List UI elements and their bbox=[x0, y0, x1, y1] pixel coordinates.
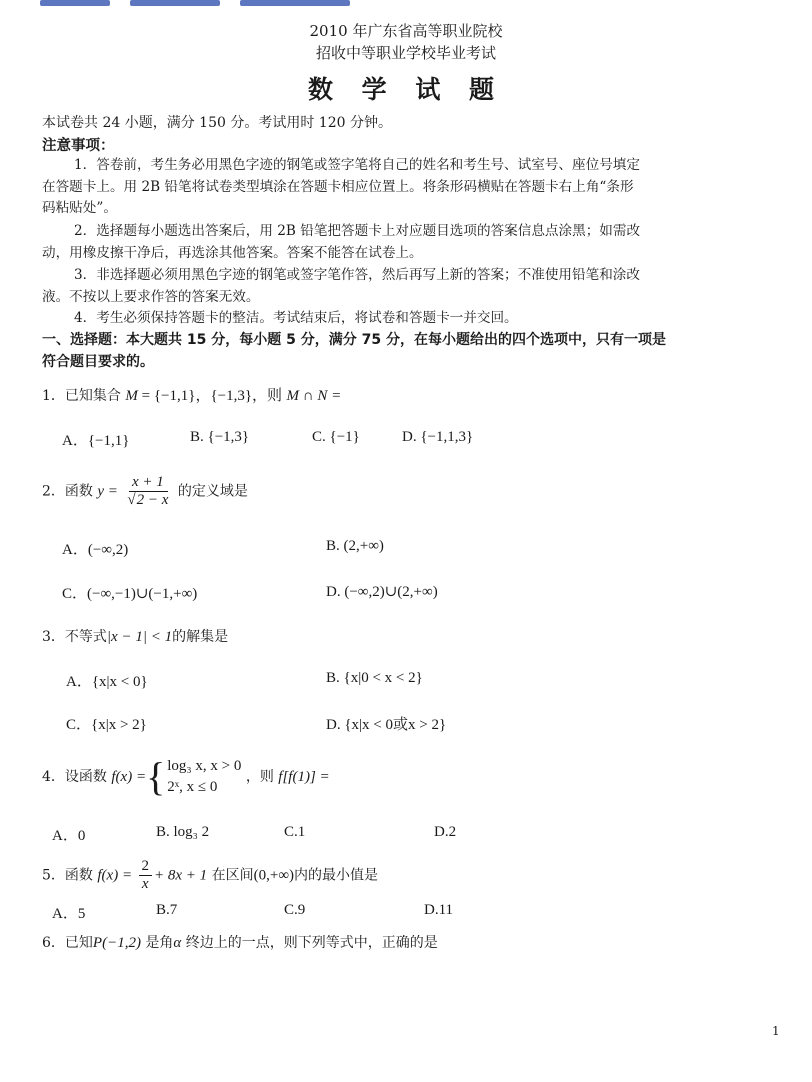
section-heading-line2: 符合题目要求的。 bbox=[42, 353, 154, 370]
q5-numerator: 2 bbox=[139, 858, 153, 876]
question-6 bbox=[42, 932, 438, 952]
q4-rhs: f[f(1)] = bbox=[278, 769, 330, 785]
question-4 bbox=[42, 756, 330, 798]
top-banner-fragment bbox=[0, 0, 360, 8]
q3-option-c[interactable]: C．{x|x > 2} bbox=[66, 717, 147, 733]
q6-mid: 是角 bbox=[145, 935, 174, 951]
q6-alpha: α bbox=[173, 935, 182, 951]
q2-suffix: 的定义域是 bbox=[177, 483, 248, 500]
notice-item-4 bbox=[42, 308, 782, 330]
notice-item-1-line1: 1．答卷前，考生务必用黑色字迹的钢笔或签字笔将自己的姓名和考生号、试室号、座位号填定 bbox=[74, 157, 640, 173]
exam-header-line1: 2010 年广东省高等职业院校 bbox=[309, 22, 503, 40]
q6-point: P(−1,2) bbox=[92, 935, 141, 951]
q4-lhs: f(x) = bbox=[111, 768, 147, 785]
notice-item-1-line2: 在答题卡上。用 2B 铅笔将试卷类型填涂在答题卡相应位置上。将条形码横贴在答题卡右上角“条形 bbox=[42, 178, 634, 195]
q6-prefix: 6．已知 bbox=[42, 935, 93, 951]
q1-option-d[interactable]: D. {−1,1,3} bbox=[402, 429, 474, 445]
banner-segment bbox=[40, 0, 110, 6]
q4-case-2: 2ˣ, x ≤ 0 bbox=[167, 779, 218, 795]
q1-intersection: M ∩ N = bbox=[286, 388, 342, 404]
q2-option-d[interactable]: D. (−∞,2)∪(2,+∞) bbox=[326, 584, 438, 600]
notice-item-4-line1: 4．考生必须保持答题卡的整洁。考试结束后，将试卷和答题卡一并交回。 bbox=[74, 310, 518, 326]
notice-title: 注意事项： bbox=[42, 138, 115, 154]
notice-item-2 bbox=[42, 221, 782, 264]
exam-title: 数 学 试 题 bbox=[307, 75, 505, 104]
question-5 bbox=[42, 858, 378, 893]
q3-prefix: 3．不等式 bbox=[42, 629, 107, 645]
q1-prefix: 1．已知集合 bbox=[42, 388, 121, 404]
banner-segment bbox=[240, 0, 350, 6]
notice-item-1 bbox=[42, 155, 782, 220]
q5-rest: + 8x + 1 bbox=[154, 867, 208, 884]
q3-suffix: 的解集是 bbox=[172, 629, 229, 645]
q1-sets: = {−1,1}，{−1,3}，则 bbox=[137, 388, 283, 404]
q4-mid: ，则 bbox=[245, 769, 274, 785]
q2-prefix: 2．函数 bbox=[42, 483, 93, 500]
q3-option-a[interactable]: A．{x|x < 0} bbox=[66, 674, 148, 690]
q4-option-d[interactable]: D.2 bbox=[434, 824, 457, 840]
q3-option-d[interactable]: D. {x|x < 0或x > 2} bbox=[326, 717, 447, 733]
question-3 bbox=[42, 626, 228, 646]
q4-piecewise bbox=[111, 756, 241, 798]
exam-intro: 本试卷共 24 小题，满分 150 分。考试用时 120 分钟。 bbox=[42, 115, 392, 131]
question-1 bbox=[42, 384, 341, 405]
q5-option-a[interactable]: A．5 bbox=[52, 906, 86, 922]
q4-case-1: log₃ x, x > 0 bbox=[167, 758, 242, 774]
q1-option-c[interactable]: C. {−1} bbox=[312, 429, 360, 445]
section-heading-line1: 一、选择题：本大题共 15 分，每小题 5 分，满分 75 分，在每小题给出的四个选项中，只有一项是 bbox=[42, 332, 666, 348]
q1-option-b[interactable]: B. {−1,3} bbox=[190, 429, 250, 445]
q5-mid: 在区间 bbox=[211, 867, 254, 884]
q1-set-m: M bbox=[125, 388, 138, 404]
q5-option-b[interactable]: B.7 bbox=[156, 902, 178, 918]
q5-prefix: 5．函数 bbox=[42, 867, 93, 884]
q1-option-a[interactable]: A．{−1,1} bbox=[62, 433, 130, 449]
q3-option-b[interactable]: B. {x|0 < x < 2} bbox=[326, 670, 423, 686]
notice-item-2-line1: 2．选择题每小题选出答案后，用 2B 铅笔把答题卡上对应题目选项的答案信息点涂黑；如需改 bbox=[74, 223, 641, 239]
notice-item-2-line2: 动，用橡皮擦干净后，再选涂其他答案。答案不能答在试卷上。 bbox=[42, 244, 423, 261]
notice-item-1-line3: 码粘贴处”。 bbox=[42, 200, 117, 216]
q3-expression: |x − 1| < 1 bbox=[106, 629, 173, 645]
q4-cases bbox=[167, 756, 241, 798]
q5-fraction bbox=[139, 858, 153, 893]
page-number: 1 bbox=[772, 1024, 780, 1038]
banner-segment bbox=[130, 0, 220, 6]
q4-option-a[interactable]: A．0 bbox=[52, 828, 86, 844]
notice-item-3-line1: 3．非选择题必须用黑色字迹的钢笔或签字笔作答，然后再写上新的答案；不准使用铅笔和涂改 bbox=[74, 267, 640, 283]
q5-option-d[interactable]: D.11 bbox=[424, 902, 454, 918]
q4-option-b[interactable]: B. log₃ 2 bbox=[156, 824, 210, 840]
q4-prefix: 4．设函数 bbox=[42, 769, 107, 785]
notice-item-3-line2: 液。不按以上要求作答的答案无效。 bbox=[42, 288, 260, 305]
q4-option-c[interactable]: C.1 bbox=[284, 824, 306, 840]
q2-fraction bbox=[124, 474, 171, 509]
q2-denominator bbox=[124, 492, 171, 509]
sqrt-icon: √ bbox=[127, 492, 136, 508]
q5-denominator: x bbox=[141, 876, 149, 892]
q2-option-c[interactable]: C．(−∞,−1)∪(−1,+∞) bbox=[62, 586, 198, 602]
left-brace-icon: { bbox=[146, 754, 166, 799]
q5-suffix: 内的最小值是 bbox=[294, 867, 379, 884]
q2-lhs: y = bbox=[97, 483, 118, 500]
q5-lhs: f(x) = bbox=[97, 867, 133, 884]
exam-header-line2: 招收中等职业学校毕业考试 bbox=[315, 44, 496, 62]
section-choice-heading bbox=[42, 330, 784, 373]
q2-numerator: x + 1 bbox=[129, 474, 167, 492]
q6-suffix: 终边上的一点，则下列等式中，正确的是 bbox=[185, 935, 438, 951]
question-2 bbox=[42, 474, 248, 509]
q2-option-b[interactable]: B. (2,+∞) bbox=[326, 538, 384, 554]
q5-option-c[interactable]: C.9 bbox=[284, 902, 306, 918]
q2-radicand: 2 − x bbox=[136, 492, 169, 508]
q2-option-a[interactable]: A．(−∞,2) bbox=[62, 542, 129, 558]
q5-interval: (0,+∞) bbox=[253, 867, 295, 884]
notice-item-3 bbox=[42, 265, 782, 308]
